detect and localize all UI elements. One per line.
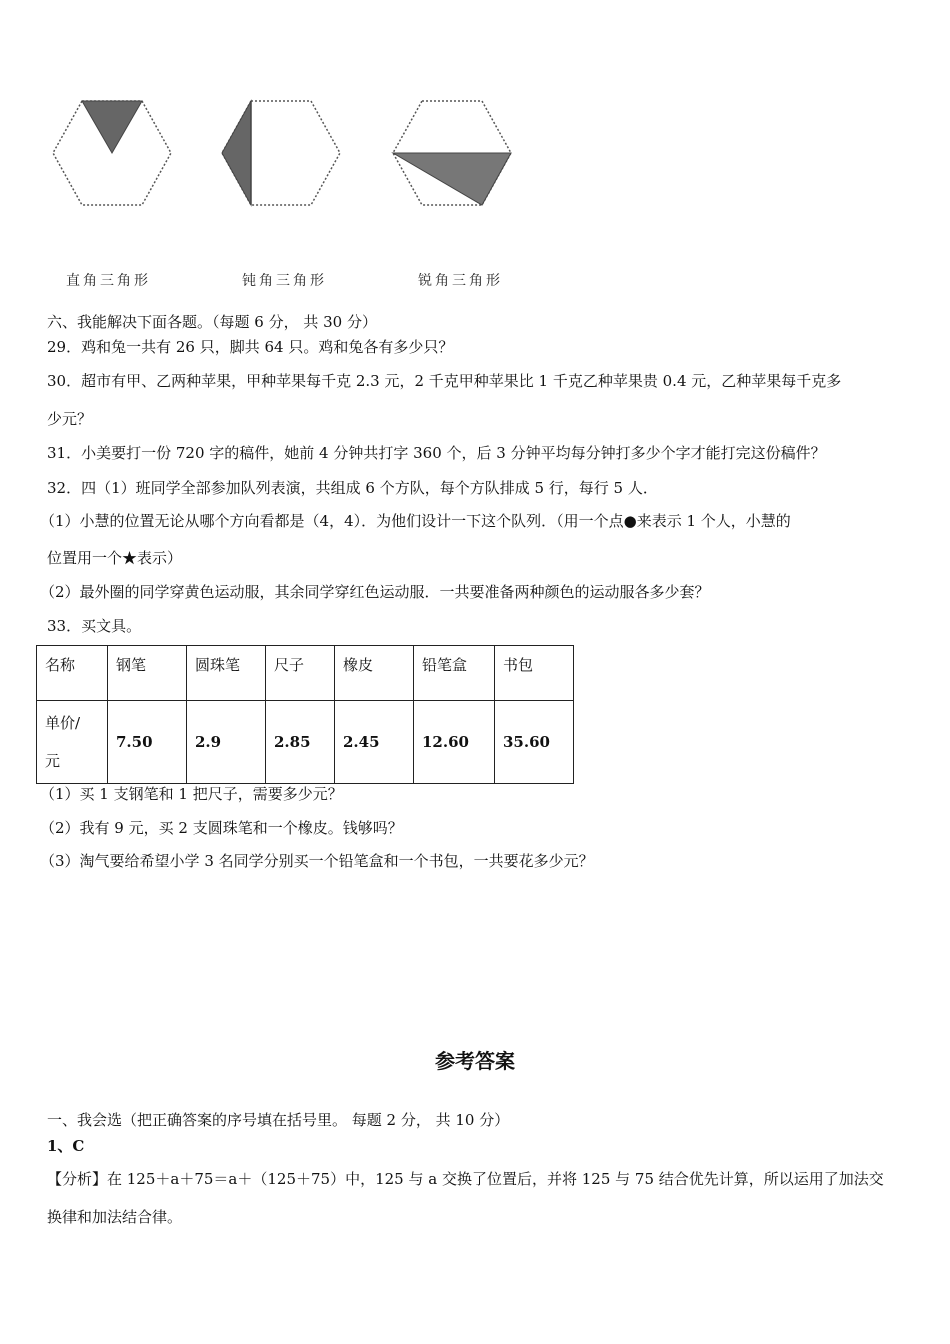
row-label-line1: 单价/ [45,714,81,732]
answer-1: 1、C [47,1137,85,1155]
analysis-line2: 换律和加法结合律。 [47,1208,183,1226]
table-row [37,646,574,701]
answers-section1-heading: 一、我会选（把正确答案的序号填在括号里。 每题 2 分， 共 10 分） [47,1111,510,1129]
row-label-line2: 元 [45,752,61,770]
stationery-price-table [36,645,574,784]
table-header: 圆珠笔 [187,646,266,701]
table-cell: 2.45 [335,701,414,784]
table-cell: 2.85 [266,701,335,784]
question-30-line2: 少元？ [47,410,93,428]
hexagon-figure-acute-triangle [390,97,515,209]
question-30-line1: 30．超市有甲、乙两种苹果，甲种苹果每千克 2.3 元，2 千克甲种苹果比 1 千克乙种苹果贵 0.4 元，乙种苹果每千克多 [47,372,842,390]
table-row-label [37,701,108,784]
table-cell: 12.60 [414,701,495,784]
table-header: 橡皮 [335,646,414,701]
caption-right-triangle: 直角三角形 [66,273,151,289]
analysis-line1: 【分析】在 125＋a＋75＝a＋（125＋75）中，125 与 a 交换了位置后，并将 125 与 75 结合优先计算，所以运用了加法交 [47,1170,884,1188]
table-header: 钢笔 [108,646,187,701]
question-29: 29．鸡和兔一共有 26 只，脚共 64 只。鸡和兔各有多少只？ [47,338,454,356]
table-header: 铅笔盒 [414,646,495,701]
answers-title: 参考答案 [435,1049,515,1073]
question-32: 32．四（1）班同学全部参加队列表演，共组成 6 个方队，每个方队排成 5 行，每行 5 人． [47,479,658,497]
table-cell: 7.50 [108,701,187,784]
table-header: 书包 [495,646,574,701]
caption-obtuse-triangle: 钝角三角形 [242,273,327,289]
section6-heading: 六、我能解决下面各题。（每题 6 分， 共 30 分） [47,313,377,331]
table-header: 尺子 [266,646,335,701]
question-32-part2: （2）最外圈的同学穿黄色运动服，其余同学穿红色运动服．一共要准备两种颜色的运动服各多少套？ [40,583,710,601]
table-row [37,701,574,784]
table-cell: 35.60 [495,701,574,784]
hexagon-figure-right-triangle [50,97,175,209]
question-33: 33．买文具。 [47,617,142,635]
question-32-part1-line2: 位置用一个★表示） [47,549,183,567]
question-33-part1: （1）买 1 支钢笔和 1 把尺子，需要多少元？ [40,785,343,803]
hexagon-figure-obtuse-triangle [219,97,344,209]
question-32-part1-line1: （1）小慧的位置无论从哪个方向看都是（4，4）．为他们设计一下这个队列．（用一个点●来表示 1 个人，小慧的 [40,512,791,530]
question-31: 31．小美要打一份 720 字的稿件，她前 4 分钟共打字 360 个，后 3 分钟平均每分钟打多少个字才能打完这份稿件？ [47,444,826,462]
question-33-part3: （3）淘气要给希望小学 3 名同学分别买一个铅笔盒和一个书包，一共要花多少元？ [40,852,594,870]
table-cell: 2.9 [187,701,266,784]
caption-acute-triangle: 锐角三角形 [418,273,503,289]
table-header: 名称 [37,646,108,701]
question-33-part2: （2）我有 9 元，买 2 支圆珠笔和一个橡皮。钱够吗？ [40,819,403,837]
